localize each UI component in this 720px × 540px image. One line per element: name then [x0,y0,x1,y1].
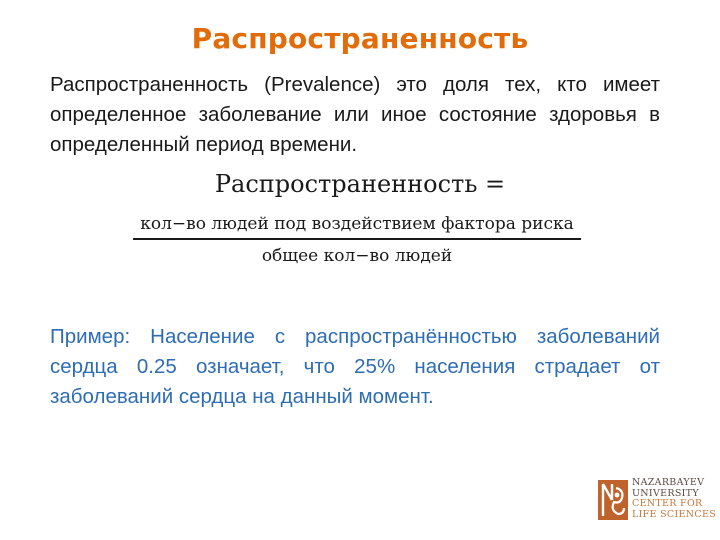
logo-line-2: UNIVERSITY [632,487,699,499]
formula-fraction [133,212,581,268]
logo-line-3: CENTER FOR [632,498,703,509]
nu-cls-logo [598,478,716,524]
logo-line-4: LIFE SCIENCES [632,508,716,520]
formula-lhs: Распространенность = [214,170,506,198]
slide-title: Распространенность [191,22,529,55]
logo-line-1: NAZARBAYEV [632,477,705,488]
formula-numerator: кол−во людей под воздействием фактора риска [140,214,574,234]
example-paragraph: Пример: Население с распространённостью заболеваний сердца 0.25 означает, что 25% населения страдает от заболеваний сердца на данный момент. [50,325,660,408]
logo-wordmark [632,478,716,520]
university-emblem-icon [598,480,628,520]
formula-denominator: общее кол−во людей [261,246,453,266]
fraction-bar [133,238,581,240]
definition-paragraph: Распространенность (Prevalence) это доля тех, кто имеет определенное заболевание или иное состояние здоровья в определенный период времени. [50,73,660,156]
